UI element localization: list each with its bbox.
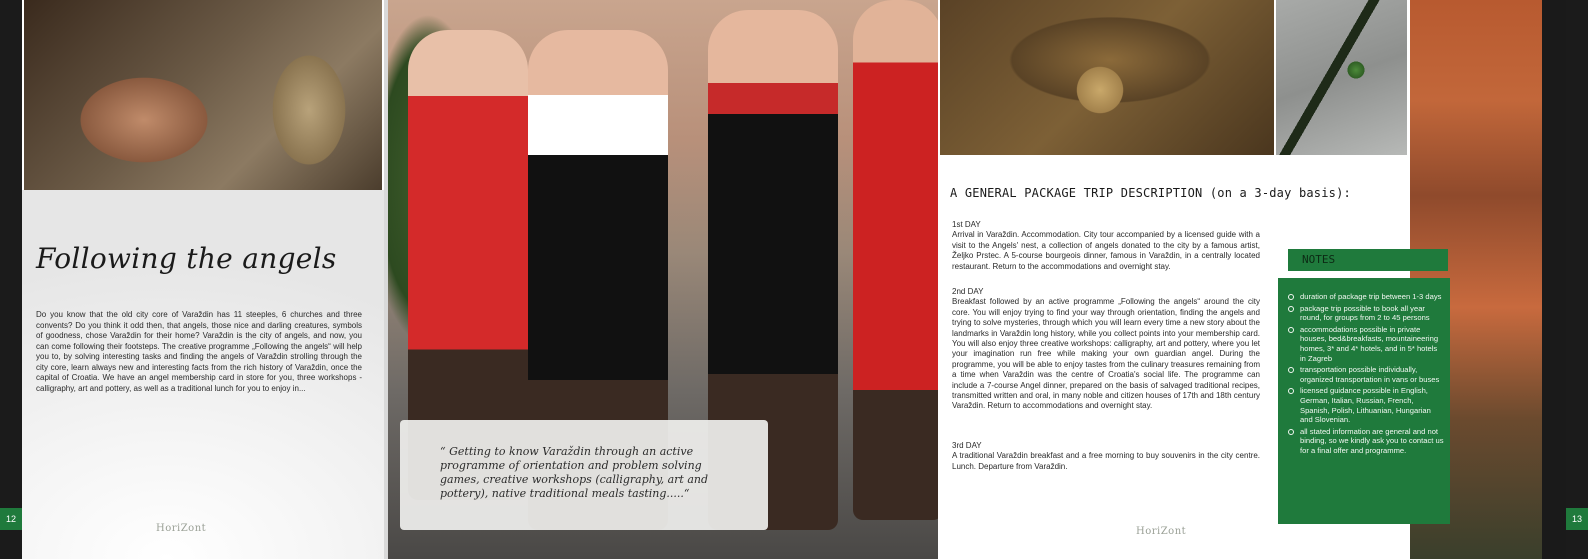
circle-bullet-icon (1288, 388, 1294, 394)
notes-item: package trip possible to book all year round, for groups from 2 to 45 persons (1288, 304, 1444, 323)
circle-bullet-icon (1288, 306, 1294, 312)
day-1-text: Arrival in Varaždin. Accommodation. City tour accompanied by a licensed guide with a visit to the Angels' nest, a collection of angels donated to the city by a famous artist, Željko Prstec. A 5-course bourgeois dinner, famous in Varaždin, in a centrally located restaurant. Return to the accommodations and overnight stay. (952, 230, 1260, 271)
cobblestone-photo (1276, 0, 1407, 155)
page-title: Following the angels (36, 242, 337, 275)
horizont-logo-left: HoriZont (156, 523, 207, 534)
pottery-photo (24, 0, 382, 190)
notes-item: transportation possible individually, organized transportation in vans or buses (1288, 365, 1444, 384)
page-number-right: 13 (1566, 508, 1588, 530)
day-2-block (952, 287, 1260, 412)
notes-item: all stated information are general and not binding, so we kindly ask you to contact us for a final offer and programme. (1288, 427, 1444, 456)
day-3-title: 3rd DAY (952, 441, 982, 450)
notes-item: duration of package trip between 1-3 days (1288, 292, 1444, 302)
day-3-block (952, 441, 1260, 472)
circle-bullet-icon (1288, 294, 1294, 300)
right-page-edge (1566, 0, 1588, 559)
notes-list (1288, 292, 1444, 458)
horizont-logo-right: HoriZont (1136, 526, 1187, 537)
person-figure (853, 0, 938, 520)
notes-title: NOTES (1302, 253, 1336, 266)
intro-paragraph: Do you know that the old city core of Varaždin has 11 steeples, 6 churches and three convents? Do you think it odd then, that angels, those nice and darling creatures, symbols of goodness, chose Varaždin for their home? Varaždin is the city of angels, and now, you can come following their footsteps. The creative programme „Following the angels“ will help you to, by solving interesting tasks and finding the angels of Varaždin strolling through the city core, learn always new and interesting facts from the rich history of Varaždin, once the capital of Croatia. We have an angel membership card in store for you, three workshops - calligraphy, art and pottery, as well as a traditional lunch for you to enjoy in... (36, 310, 362, 393)
day-2-text: Breakfast followed by an active programme „Following the angels“ around the city core. You will enjoy trying to find your way through orientation, finding the angels and trying to solve mysteries, through which you will learn every time a new story about the landmarks in Varaždin long history, while you collect points into your membership card. You will also enjoy three creative workshops: calligraphy, art and pottery, where you let your imagination run free while making your own guardian angel. During the programme, you will be able to enjoy tastes from the culinary treasures remaining from a time when Varaždin was the centre of Croatia's social life. The programme can include a 7-course Angel dinner, prepared on the basis of salvaged traditional recipes, transmitted written and oral, in many noble and citizen houses of 17th and 18th century Varaždin. Return to accommodations and overnight stay. (952, 297, 1260, 411)
notes-item: licensed guidance possible in English, German, Italian, Russian, French, Spanish, Polish, Lithuanian, Hungarian and Slovenian. (1288, 386, 1444, 424)
day-2-title: 2nd DAY (952, 287, 984, 296)
circle-bullet-icon (1288, 367, 1294, 373)
angel-sculpture-photo (940, 0, 1274, 155)
quote-text: “ Getting to know Varaždin through an active programme of orientation and problem solving games, creative workshops (calligraphy, art and pottery), native traditional meals tasting.....“ (440, 445, 709, 500)
page-number-left: 12 (0, 508, 22, 530)
day-1-title: 1st DAY (952, 220, 981, 229)
circle-bullet-icon (1288, 327, 1294, 333)
package-heading: A GENERAL PACKAGE TRIP DESCRIPTION (on a 3-day basis): (950, 186, 1351, 200)
day-3-text: A traditional Varaždin breakfast and a free morning to buy souvenirs in the city centre. Lunch. Departure from Varaždin. (952, 451, 1260, 471)
day-1-block (952, 220, 1260, 272)
left-page-edge (0, 0, 22, 559)
notes-item: accommodations possible in private houses, bed&breakfasts, mountaineering homes, 3* and 4* hotels, and in 5* hotels in Zagreb (1288, 325, 1444, 363)
circle-bullet-icon (1288, 429, 1294, 435)
